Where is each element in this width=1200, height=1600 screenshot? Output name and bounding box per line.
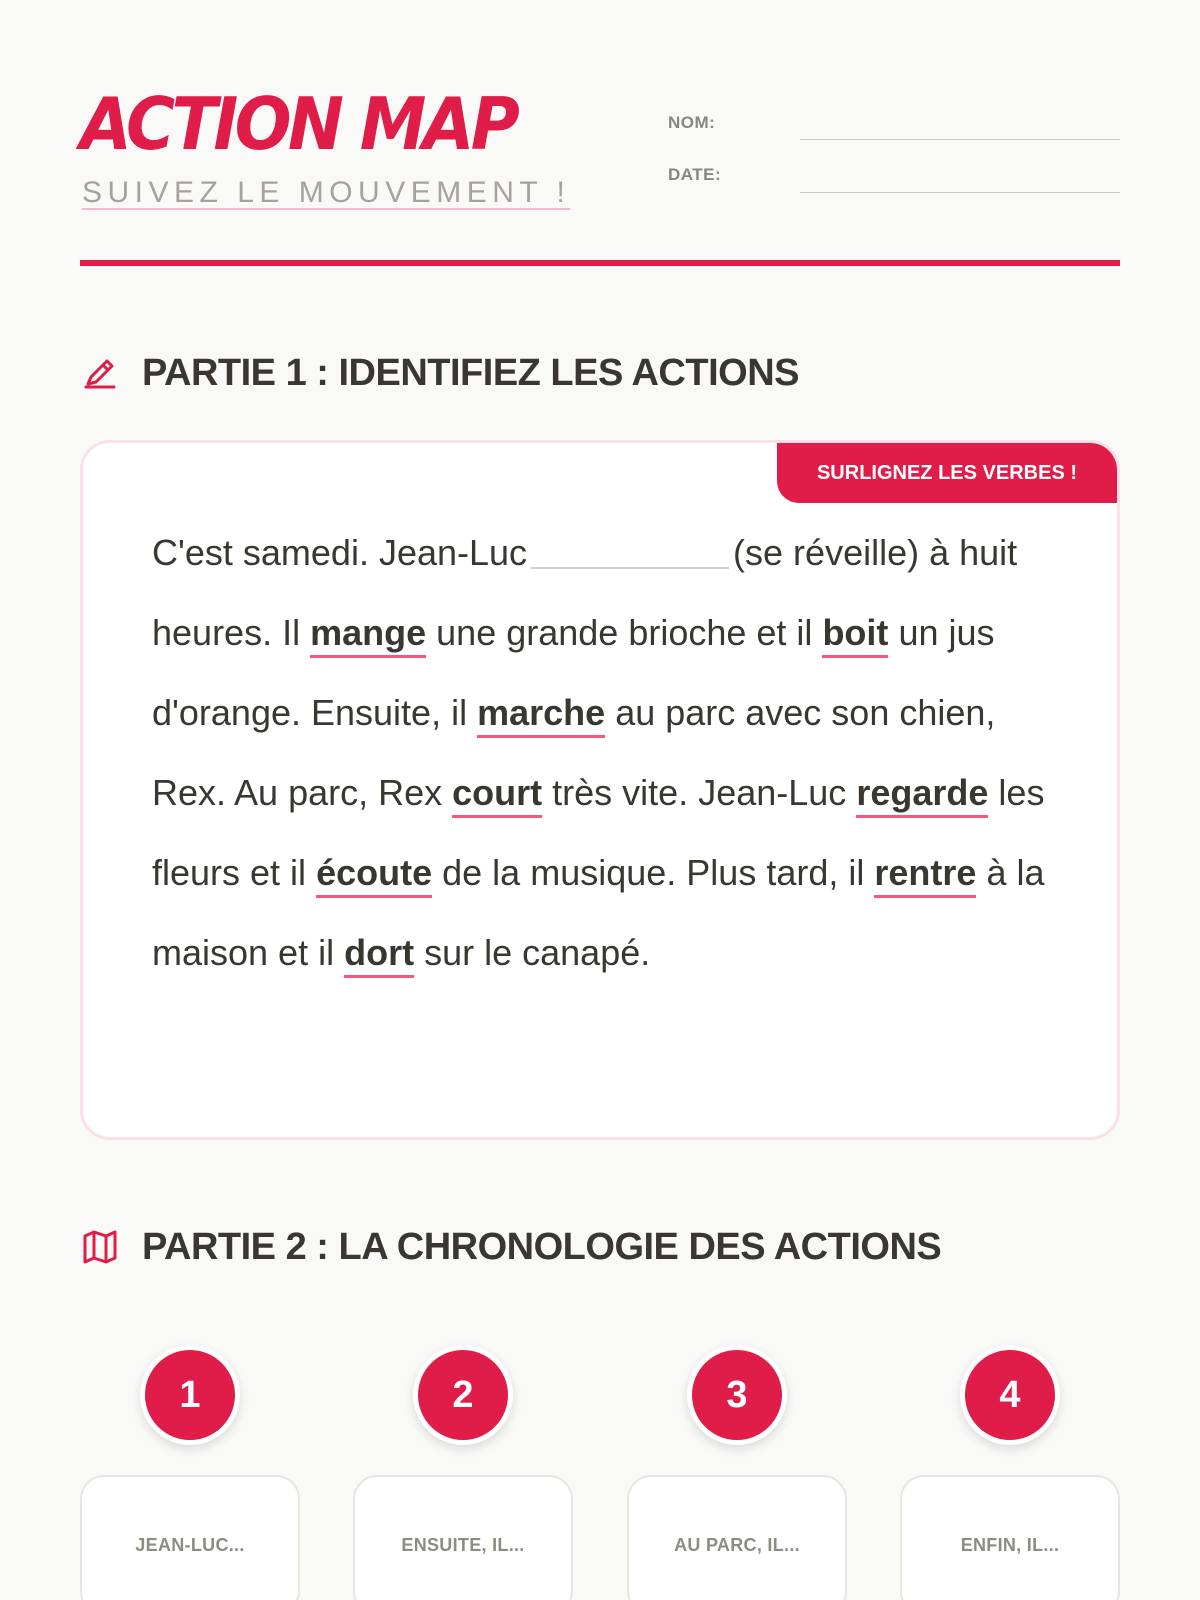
story-segment: un jus d'orange. Ensuite, il xyxy=(152,612,995,733)
verb-word[interactable]: court xyxy=(452,772,542,818)
story-segment: de la musique. Plus tard, il xyxy=(442,852,865,893)
timeline-step xyxy=(353,1345,573,1600)
story-segment: très vite. Jean-Luc xyxy=(552,772,847,813)
date-label: DATE: xyxy=(668,165,722,184)
story-segment: les fleurs et il xyxy=(152,772,1045,893)
story-segment: à la maison et il xyxy=(152,852,1045,973)
step-prompt: ENFIN, IL... xyxy=(960,1535,1060,1555)
page-subtitle: SUIVEZ LE MOUVEMENT ! xyxy=(82,176,571,209)
verb-word[interactable]: rentre xyxy=(874,852,976,898)
verb-word[interactable]: marche xyxy=(477,692,605,738)
verb-word[interactable]: regarde xyxy=(856,772,988,818)
step-answer-box[interactable] xyxy=(80,1475,300,1600)
story-segment: sur le canapé. xyxy=(424,932,651,973)
date-field[interactable] xyxy=(800,192,1120,193)
verb-word[interactable]: écoute xyxy=(316,852,432,898)
timeline-step xyxy=(627,1345,847,1600)
part1-title: PARTIE 1 : IDENTIFIEZ LES ACTIONS xyxy=(142,351,799,394)
part2-title: PARTIE 2 : LA CHRONOLOGIE DES ACTIONS xyxy=(142,1225,942,1268)
story-card xyxy=(80,440,1120,1140)
map-icon xyxy=(80,1227,120,1267)
step-number-badge: 3 xyxy=(687,1345,787,1445)
verb-word[interactable]: mange xyxy=(310,612,426,658)
step-number-badge: 2 xyxy=(413,1345,513,1445)
step-number-badge: 1 xyxy=(140,1345,240,1445)
part1-heading xyxy=(80,348,799,398)
part2-heading xyxy=(80,1222,941,1272)
page-title: ACTION MAP xyxy=(80,82,517,166)
story-segment: C'est samedi. Jean-Luc xyxy=(152,532,528,573)
name-label: NOM: xyxy=(668,113,716,132)
verb-word[interactable]: boit xyxy=(822,612,888,658)
step-prompt: JEAN-LUC... xyxy=(135,1535,245,1555)
step-answer-box[interactable] xyxy=(353,1475,573,1600)
story-text xyxy=(152,513,1072,993)
pencil-icon xyxy=(80,353,120,393)
step-number-badge: 4 xyxy=(960,1345,1060,1445)
step-answer-box[interactable] xyxy=(627,1475,847,1600)
verb-word[interactable]: dort xyxy=(344,932,414,978)
step-answer-box[interactable] xyxy=(900,1475,1120,1600)
verb-blank-field[interactable] xyxy=(531,535,729,569)
story-segment: (se réveille) à huit heures. Il xyxy=(152,532,1018,653)
highlight-verbs-badge: SURLIGNEZ LES VERBES ! xyxy=(777,443,1117,503)
step-prompt: ENSUITE, IL... xyxy=(401,1535,525,1555)
name-field[interactable] xyxy=(800,139,1120,140)
story-segment: au parc avec son chien, Rex. Au parc, Rex xyxy=(152,692,996,813)
timeline-step xyxy=(900,1345,1120,1600)
header xyxy=(80,80,1120,270)
step-prompt: AU PARC, IL... xyxy=(674,1535,800,1555)
timeline-step xyxy=(80,1345,300,1600)
story-segment: une grande brioche et il xyxy=(436,612,813,653)
header-divider xyxy=(80,260,1120,266)
